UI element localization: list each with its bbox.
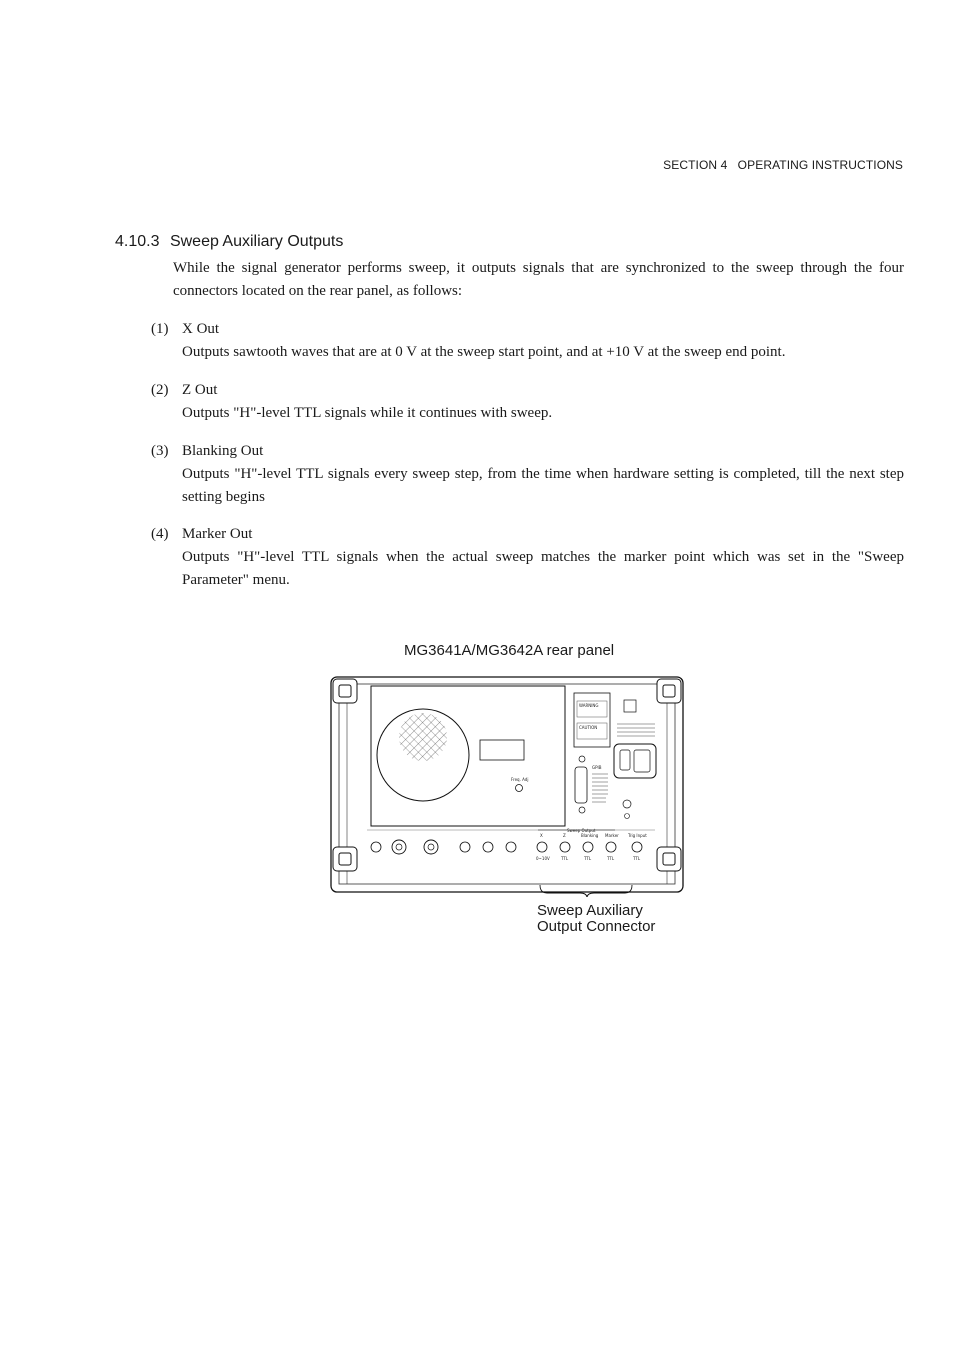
list-item-description: Outputs "H"-level TTL signals while it continues with sweep. <box>182 405 553 421</box>
marker-out-label: Marker <box>605 833 619 838</box>
z-out-label: Z <box>563 833 566 838</box>
callout-label <box>537 903 655 935</box>
list-item-description: Outputs "H"-level TTL signals when the actual sweep matches the marker point which was set in the "Sweep Parameter" menu. <box>182 549 904 588</box>
blanking-out-level: TTL <box>584 856 592 861</box>
trig-input-label: Trig Input <box>628 833 647 838</box>
list-marker: (4) <box>151 526 169 542</box>
list-item-title: X Out <box>182 321 220 337</box>
z-out-level: TTL <box>561 856 569 861</box>
warning-label: WARNING <box>579 703 599 708</box>
sweep-output-label: Sweep Output <box>567 828 596 833</box>
figure-caption: MG3641A/MG3642A rear panel <box>404 642 615 659</box>
intro-paragraph: While the signal generator performs sweep, it outputs signals that are synchronized to the sweep through the four connectors located on the rear panel, as follows: <box>173 260 904 299</box>
x-out-label: X <box>540 833 543 838</box>
list-item-description: Outputs "H"-level TTL signals every sweep step, from the time when hardware setting is completed, till the next step setting begins <box>182 466 904 505</box>
list-marker: (1) <box>151 321 169 337</box>
list-item-title: Marker Out <box>182 526 253 542</box>
list-marker: (3) <box>151 443 169 459</box>
trig-input-level: TTL <box>633 856 641 861</box>
list-item-title: Blanking Out <box>182 443 264 459</box>
callout-line-1: Sweep Auxiliary <box>537 902 643 919</box>
list-item-title: Z Out <box>182 382 218 398</box>
marker-out-level: TTL <box>607 856 615 861</box>
freq-adj-label: Freq. Adj <box>511 777 529 782</box>
warning-labels <box>574 693 610 747</box>
x-out-level: 0~10V <box>536 856 550 861</box>
list-item-description: Outputs sawtooth waves that are at 0 V at the sweep start point, and at +10 V at the sweep end point. <box>182 344 786 360</box>
section-title: Sweep Auxiliary Outputs <box>169 233 344 250</box>
callout-line-2: Output Connector <box>537 918 656 935</box>
fan-plate <box>371 686 565 826</box>
blanking-out-label: Blanking <box>581 833 599 838</box>
list-marker: (2) <box>151 382 169 398</box>
section-number: 4.10.3 <box>115 233 160 250</box>
running-header: SECTION 4 OPERATING INSTRUCTIONS <box>663 158 903 172</box>
section-heading <box>115 233 343 251</box>
gpib-label: GPIB <box>592 765 602 770</box>
rear-panel-illustration <box>325 667 689 897</box>
caution-label: CAUTION <box>579 725 598 730</box>
